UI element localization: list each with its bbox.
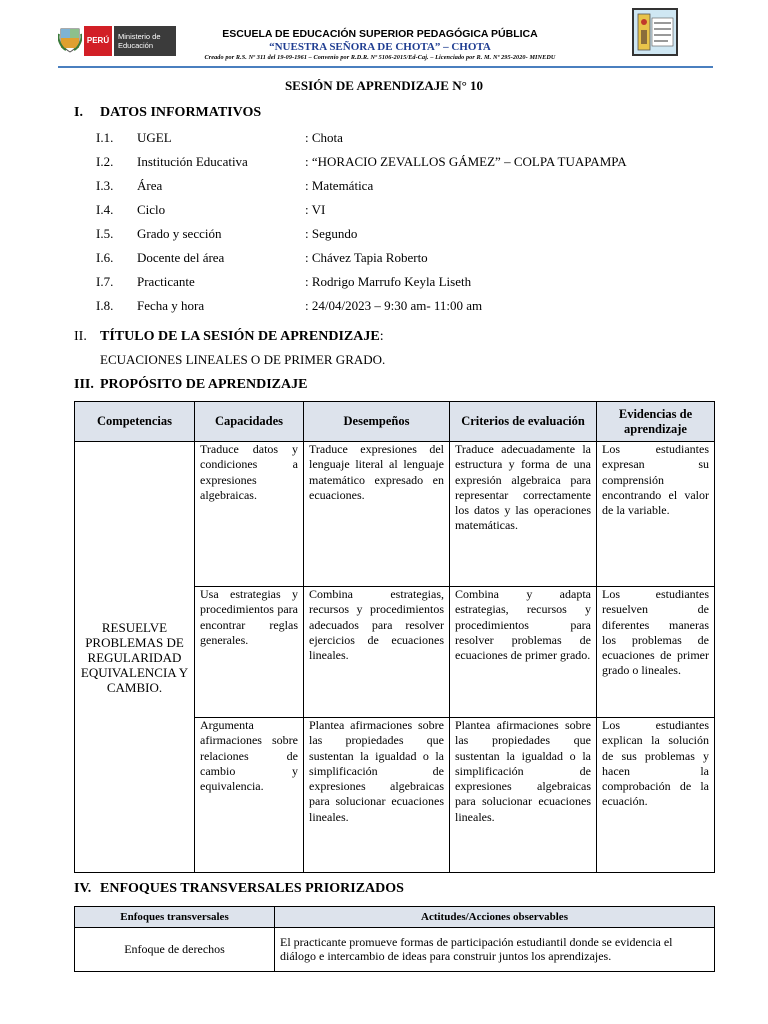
school-emblem-icon (634, 10, 676, 54)
datos-number: I.6. (96, 250, 114, 265)
datos-row (0, 154, 768, 172)
page-title: SESIÓN DE APRENDIZAJE N° 10 (284, 78, 484, 93)
competencia-cell: RESUELVE PROBLEMAS DE REGULARIDAD EQUIVALENCIA Y CAMBIO. (75, 442, 195, 873)
datos-row (0, 250, 768, 268)
peru-shield-icon (58, 26, 82, 54)
header-enfoques: Enfoques transversales (75, 907, 275, 928)
school-name: ESCUELA DE EDUCACIÓN SUPERIOR PEDAGÓGICA PÚBLICA (222, 28, 538, 40)
evidencia-cell: Los estudiantes expresan su comprensión encontrando el valor de la variable. (597, 442, 715, 587)
datos-row (0, 130, 768, 148)
datos-number: I.7. (96, 274, 114, 289)
section-3-heading (74, 377, 307, 393)
peru-label: PERÚ (84, 26, 112, 56)
datos-label: Docente del área (137, 250, 225, 265)
header-competencias: Competencias (75, 402, 195, 442)
section-2-colon: : (379, 329, 384, 344)
datos-number: I.2. (96, 154, 114, 169)
capacidad-cell: Traduce datos y condiciones a expresiones algebraicas. (195, 442, 304, 587)
datos-row (0, 178, 768, 196)
section-3-number: III. (74, 377, 94, 392)
header-evidencias: Evidencias de aprendizaje (597, 402, 715, 442)
evidencia-cell: Los estudiantes resuelven de diferentes maneras los problemas de ecuaciones de primer grado o lineales. (597, 587, 715, 718)
datos-label: Fecha y hora (137, 298, 205, 313)
datos-value: : Chota (305, 130, 343, 145)
datos-value: : Matemática (305, 178, 374, 193)
datos-value: : 24/04/2023 – 9:30 am- 11:00 am (305, 298, 483, 313)
capacidad-cell: Argumenta afirmaciones sobre relaciones de cambio y equivalencia. (195, 718, 304, 873)
section-1-title: DATOS INFORMATIVOS (100, 105, 262, 120)
datos-value: : “HORACIO ZEVALLOS GÁMEZ” – COLPA TUAPAMPA (305, 154, 627, 169)
section-3-title: PROPÓSITO DE APRENDIZAJE (100, 377, 308, 392)
school-subtitle: “NUESTRA SEÑORA DE CHOTA” – CHOTA (269, 41, 491, 53)
header-criterios: Criterios de evaluación (450, 402, 597, 442)
section-1-heading (74, 105, 261, 121)
datos-value: : Segundo (305, 226, 358, 241)
section-2-heading (74, 329, 384, 345)
datos-row (0, 202, 768, 220)
datos-label: Practicante (137, 274, 195, 289)
section-2-title: TÍTULO DE LA SESIÓN DE APRENDIZAJE (100, 329, 380, 344)
header-capacidades: Capacidades (195, 402, 304, 442)
datos-label: Área (137, 178, 163, 193)
proposito-header-row (75, 402, 715, 442)
evidencia-cell: Los estudiantes explican la solución de sus problemas y hacen la comprobación de la ecuación. (597, 718, 715, 873)
header-actitudes: Actitudes/Acciones observables (275, 907, 715, 928)
datos-row (0, 226, 768, 244)
session-title: ECUACIONES LINEALES O DE PRIMER GRADO. (100, 352, 386, 367)
section-1-number: I. (74, 105, 83, 120)
ministry-label: Ministerio de Educación (114, 26, 176, 56)
datos-row (0, 274, 768, 292)
desempeno-cell: Traduce expresiones del lenguaje literal al lenguaje matemático expresado en ecuaciones. (304, 442, 450, 587)
section-4-number: IV. (74, 881, 92, 896)
table-row (75, 442, 715, 587)
datos-value: : Rodrigo Marrufo Keyla Liseth (305, 274, 472, 289)
datos-value: : VI (305, 202, 326, 217)
datos-label: UGEL (137, 130, 172, 145)
enfoques-header-row (75, 907, 715, 928)
criterio-cell: Traduce adecuadamente la estructura y forma de una expresión algebraica para representar correctamente los datos y las operaciones matemáticas. (450, 442, 597, 587)
school-resolution: Creado por R.S. Nº 311 del 19-09-1961 – Convenio por R.D.R. Nº 5106-2015/Ed-Caj. – Licenciado por R. M. Nº 295-2020- MINEDU (204, 54, 556, 61)
section-4-heading (74, 881, 404, 897)
header-divider (58, 66, 713, 68)
datos-number: I.5. (96, 226, 114, 241)
actitud-cell: El practicante promueve formas de participación estudiantil donde se evidencia el diálogo e intercambio de ideas para construir juntos los aprendizajes. (275, 928, 715, 972)
desempeno-cell: Plantea afirmaciones sobre las propiedades que sustentan la igualdad o la simplificación de expresiones algebraicas para solucionar ecuaciones lineales. (304, 718, 450, 873)
datos-label: Ciclo (137, 202, 166, 217)
enfoque-cell: Enfoque de derechos (75, 928, 275, 972)
datos-number: I.3. (96, 178, 114, 193)
enfoques-table (74, 906, 715, 972)
criterio-cell: Combina y adapta estrategias, recursos y procedimientos para resolver problemas de ecuaciones de primer grado. (450, 587, 597, 718)
criterio-cell: Plantea afirmaciones sobre las propiedades que sustentan la igualdad o la simplificación de expresiones algebraicas para solucionar ecuaciones lineales. (450, 718, 597, 873)
datos-label: Institución Educativa (137, 154, 248, 169)
section-4-title: ENFOQUES TRANSVERSALES PRIORIZADOS (100, 881, 404, 896)
school-emblem (632, 8, 678, 56)
desempeno-cell: Combina estrategias, recursos y procedimientos adecuados para resolver ejercicios de ecuaciones lineales. (304, 587, 450, 718)
datos-value: : Chávez Tapia Roberto (305, 250, 428, 265)
table-row (75, 928, 715, 972)
ministry-logo (58, 24, 176, 58)
capacidad-cell: Usa estrategias y procedimientos para encontrar reglas generales. (195, 587, 304, 718)
header-desempenos: Desempeños (304, 402, 450, 442)
section-2-number: II. (74, 329, 87, 344)
datos-label: Grado y sección (137, 226, 222, 241)
datos-row (0, 298, 768, 316)
datos-number: I.4. (96, 202, 114, 217)
datos-number: I.8. (96, 298, 114, 313)
datos-number: I.1. (96, 130, 114, 145)
proposito-table (74, 401, 715, 873)
